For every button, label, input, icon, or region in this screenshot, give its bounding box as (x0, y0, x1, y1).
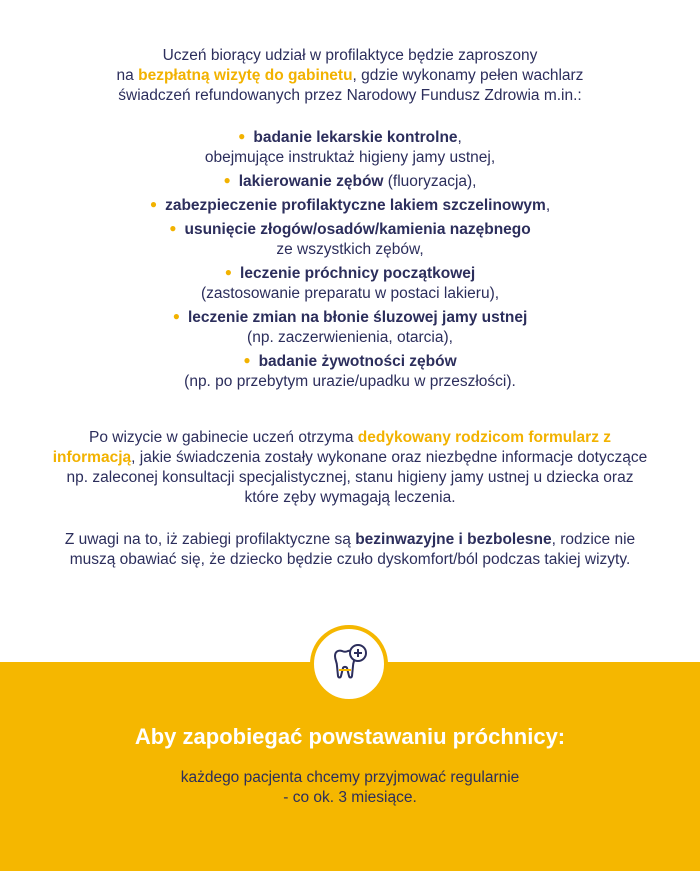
form-highlight: dedykowany rodzicom formularz z informacją (52, 429, 611, 466)
tooth-plus-icon (310, 625, 388, 703)
intro-paragraph (60, 46, 640, 106)
service-name: badanie lekarskie kontrolne (253, 129, 458, 146)
service-name: leczenie próchnicy początkowej (240, 265, 476, 282)
service-suffix: , (545, 197, 551, 214)
intro-highlight: bezpłatną wizytę do gabinetu (138, 67, 353, 84)
service-detail: (zastosowanie preparatu w postaci lakieru), (200, 285, 500, 302)
service-name: usunięcie złogów/osadów/kamienia nazębnego (184, 221, 531, 238)
after-visit-text: , jakie świadczenia zostały wykonane oraz niezbędne informacje dotyczące np. zaleconej konsultacji specjalistycznej, stanu higieny jamy ustnej u dziecka oraz które zęby wymagają leczenia. (66, 449, 648, 506)
painless-bold: bezinwazyjne i bezbolesne (355, 531, 552, 548)
tooth-plus-svg (327, 642, 371, 686)
band-line-1: każdego pacjenta chcemy przyjmować regularnie (180, 769, 520, 786)
intro-text-3: , gdzie wykonamy pełen wachlarz (352, 67, 584, 84)
service-name: zabezpieczenie profilaktyczne lakiem szczelinowym (165, 197, 546, 214)
intro-text-4: świadczeń refundowanych przez Narodowy Fundusz Zdrowia m.in.: (118, 87, 582, 104)
service-name: badanie żywotności zębów (258, 353, 457, 370)
band-text (0, 768, 700, 808)
bullet-icon: ● (172, 309, 180, 323)
painless-text: Z uwagi na to, iż zabiegi profilaktyczne są (64, 531, 356, 548)
intro-text-1: Uczeń biorący udział w profilaktyce będzie zaproszony (162, 47, 538, 64)
band-title: Aby zapobiegać powstawaniu próchnicy: (134, 724, 566, 749)
service-item (0, 196, 700, 216)
service-item (0, 264, 700, 304)
service-detail: ze wszystkich zębów, (276, 241, 424, 258)
service-item (0, 172, 700, 192)
bullet-icon: ● (238, 129, 246, 143)
service-suffix: , (457, 129, 462, 146)
bullet-icon: ● (223, 173, 231, 187)
painless-paragraph (50, 530, 650, 570)
after-visit-text: Po wizycie w gabinecie uczeń otrzyma (88, 429, 358, 446)
bullet-icon: ● (149, 197, 158, 211)
service-item (0, 128, 700, 168)
service-suffix: (fluoryzacja), (383, 173, 477, 190)
service-name: leczenie zmian na błonie śluzowej jamy ustnej (187, 309, 528, 326)
service-item (0, 308, 700, 348)
after-visit-paragraph (50, 428, 650, 508)
service-detail: obejmujące instruktaż higieny jamy ustnej, (204, 149, 496, 166)
intro-text-2: na (116, 67, 139, 84)
service-item (0, 220, 700, 260)
after-visit-section (50, 428, 650, 570)
bullet-icon: ● (224, 265, 233, 279)
bullet-icon: ● (243, 353, 251, 367)
band-line-2: - co ok. 3 miesiące. (283, 789, 417, 806)
service-name: lakierowanie zębów (238, 173, 384, 190)
service-item (0, 352, 700, 392)
service-detail: (np. zaczerwienienia, otarcia), (247, 329, 453, 346)
service-detail: (np. po przebytym urazie/upadku w przeszłości). (184, 373, 516, 390)
painless-text: , rodzice nie muszą obawiać się, że dziecko będzie czuło dyskomfort/ból podczas takiej wizyty. (69, 531, 636, 568)
bullet-icon: ● (169, 221, 177, 235)
services-list (0, 128, 700, 392)
